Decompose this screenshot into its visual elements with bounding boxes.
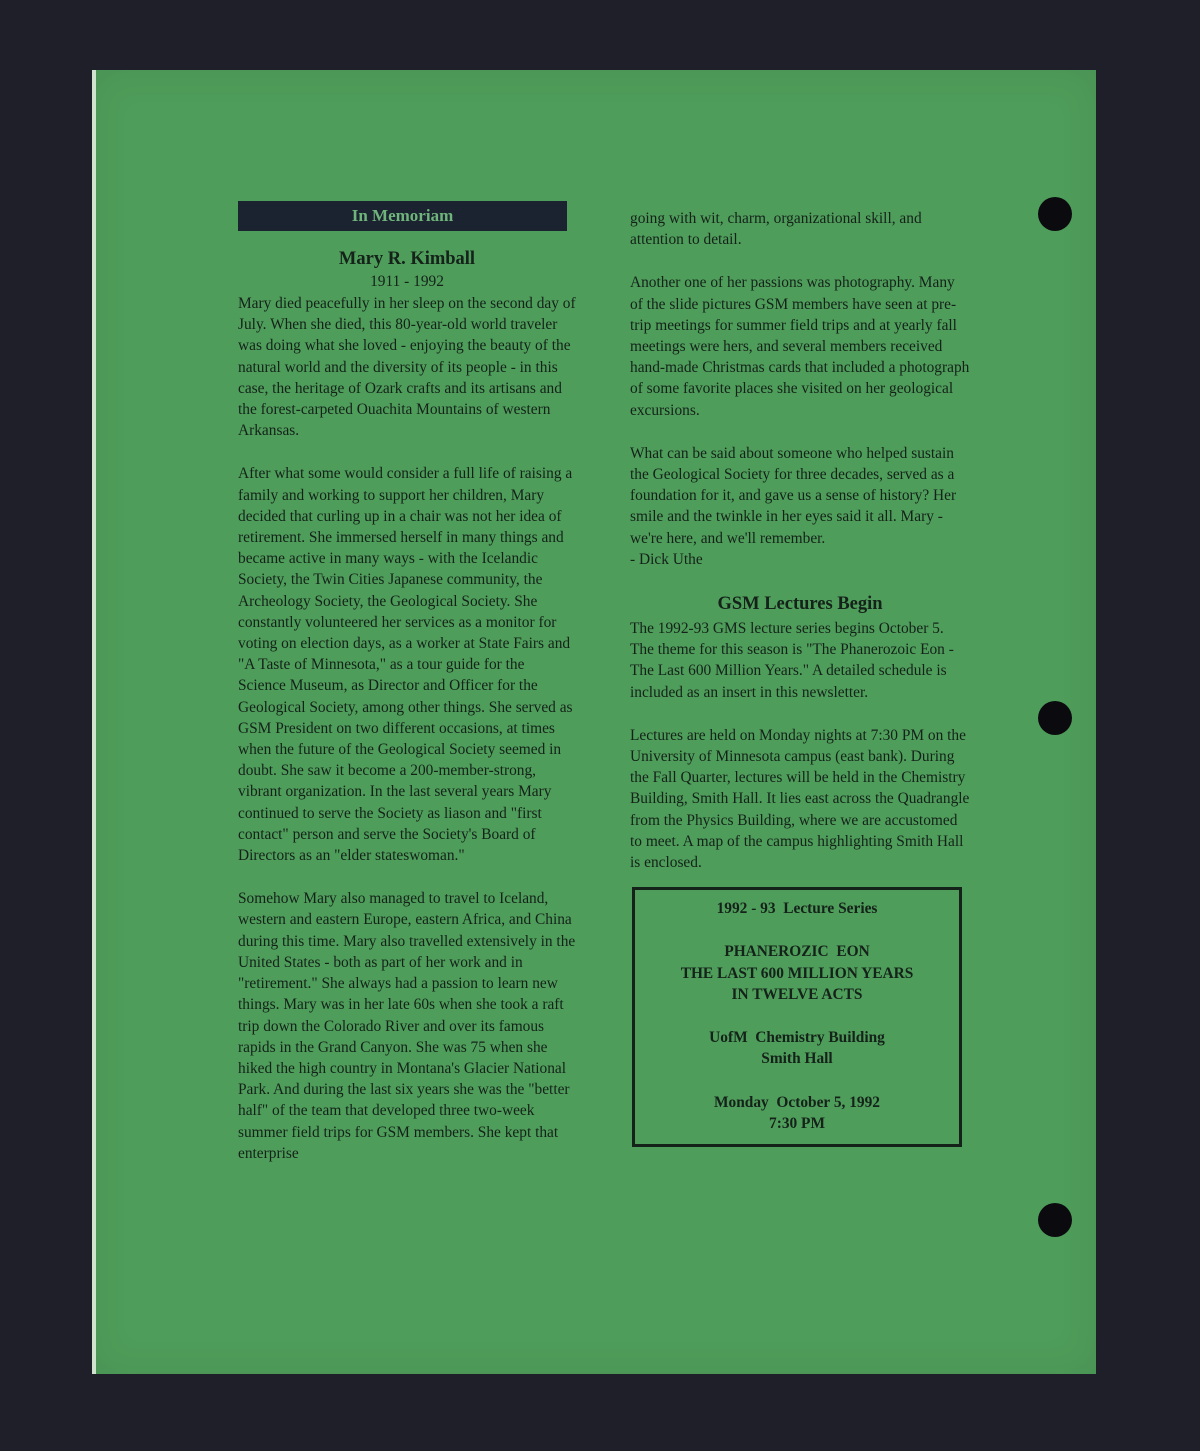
newsletter-page	[92, 70, 1096, 1374]
lecture-theme-line-1: PHANEROZIC EON	[724, 943, 870, 961]
memorial-paragraph-1: Mary died peacefully in her sleep on the second day of July. When she died, this 80-year-old world traveler was doing what she loved - enjoying the beauty of the natural world and the diversity of its people - in this case, the heritage of Ozark crafts and its artisans and the forest-carpeted Ouachita Mountains of western Arkansas.	[238, 295, 576, 440]
memorial-paragraph-4: going with wit, charm, organizational skill, and attention to detail.	[630, 210, 922, 249]
lecture-venue-line-2: Smith Hall	[761, 1050, 833, 1068]
in-memoriam-banner: In Memoriam	[238, 201, 567, 231]
lecture-theme-line-3: IN TWELVE ACTS	[731, 985, 863, 1003]
lectures-title: GSM Lectures Begin	[717, 594, 883, 615]
memorial-paragraph-5: Another one of her passions was photography. Many of the slide pictures GSM members have seen at pre-trip meetings for summer field trips and at yearly fall meetings were hers, and several members received hand-made Christmas cards that included a photograph of some favorite places she visited on her geological excursions.	[630, 274, 970, 419]
lectures-paragraph-2: Lectures are held on Monday nights at 7:30 PM on the University of Minnesota campus (east bank). During the Fall Quarter, lectures will be held in the Chemistry Building, Smith Hall. It lies east across the Quadrangle from the Physics Building, where we are accustomed to meet. A map of the campus highlighting Smith Hall is enclosed.	[630, 726, 970, 872]
memorial-paragraph-2: After what some would consider a full life of raising a family and working to support her children, Mary decided that curling up in a chair was not her idea of retirement. She immersed herself in many things and became active in many ways - with the Icelandic Society, the Twin Cities Japanese community, the Archeology Society, the Geological Society. She constantly volunteered her services as a monitor for voting on election days, as a worker at State Fairs and "A Taste of Minnesota," as a tour guide for the Science Museum, as Director and Officer for the Geological Society, among other things. She served as GSM President on two different occasions, at times when the future of the Geological Society seemed in doubt. She saw it become a 200-member-strong, vibrant organization. In the last several years Mary continued to serve the Society as liason and "first contact" person and serve the Society's Board of Directors as an "elder stateswoman."	[238, 465, 573, 865]
right-column	[630, 208, 970, 1147]
lectures-paragraph-1: The 1992-93 GMS lecture series begins October 5. The theme for this season is "The Phanerozoic Eon - The Last 600 Million Years." A detailed schedule is included as an insert in this newsletter.	[630, 620, 954, 701]
binder-hole-bottom	[1038, 1203, 1072, 1237]
memorial-years: 1911 - 1992	[370, 273, 444, 290]
memorial-paragraph-3: Somehow Mary also managed to travel to Iceland, western and eastern Europe, eastern Africa, and China during this time. Mary also travelled extensively in the United States - both as part of her work and in "retirement." She always had a passion to learn new things. Mary was in her late 60s when she took a raft trip down the Colorado River and over its famous rapids in the Grand Canyon. She was 75 when she hiked the high country in Montana's Glacier National Park. And during the last six years she was the "better half" of the team that developed three two-week summer field trips for GSM members. She kept that enterprise	[238, 890, 576, 1162]
lecture-series-label: 1992 - 93 Lecture Series	[716, 900, 878, 918]
memorial-byline: - Dick Uthe	[630, 550, 703, 568]
lecture-time: 7:30 PM	[769, 1114, 825, 1132]
lecture-series-box	[632, 887, 962, 1147]
lecture-theme-line-2: THE LAST 600 MILLION YEARS	[680, 964, 914, 982]
lecture-venue-line-1: UofM Chemistry Building	[709, 1029, 885, 1047]
lecture-date: Monday October 5, 1992	[713, 1093, 880, 1111]
memorial-paragraph-6: What can be said about someone who helped sustain the Geological Society for three decades, served as a foundation for it, and gave us a sense of history? Her smile and the twinkle in her eyes said it all. Mary - we're here, and we'll remember.	[630, 444, 957, 547]
left-column	[238, 201, 576, 1164]
binder-hole-top	[1038, 197, 1072, 231]
binder-hole-middle	[1038, 701, 1072, 735]
memorial-name: Mary R. Kimball	[338, 249, 476, 269]
